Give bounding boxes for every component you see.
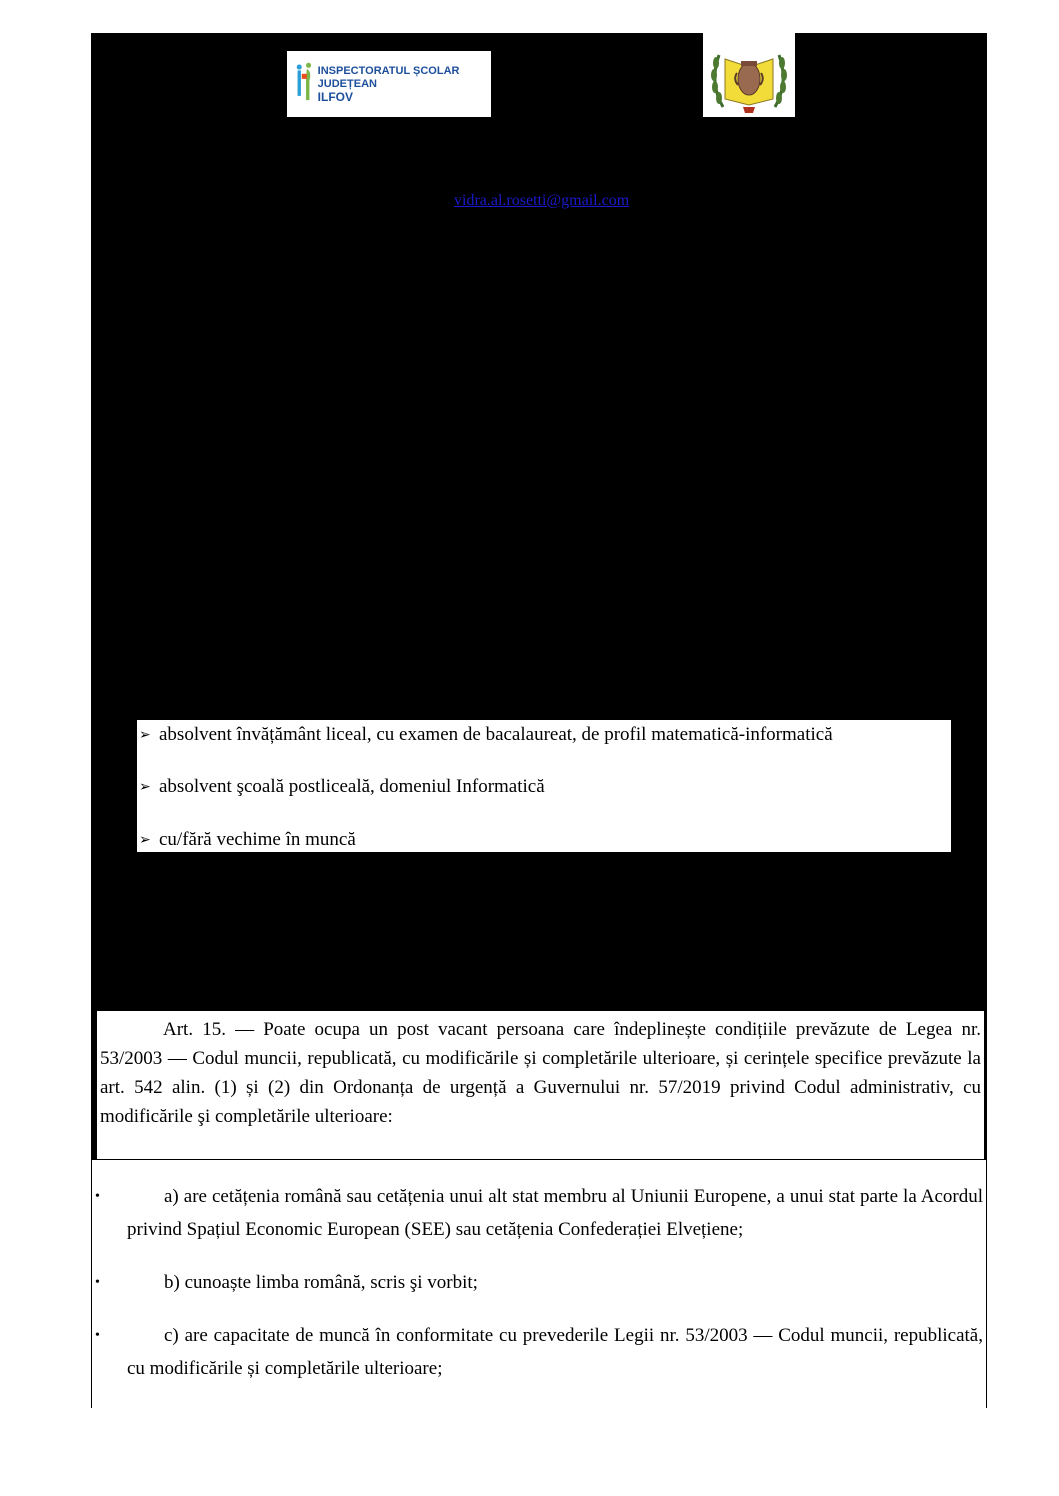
condition-text: b) cunoaște limba română, scris şi vorbit; <box>164 1272 478 1293</box>
isj-logo-line2: ILFOV <box>317 89 354 104</box>
isj-logo-line1: INSPECTORATUL ȘCOLAR JUDEȚEAN <box>317 64 460 90</box>
arrow-bullet-icon: ➢ <box>139 779 151 795</box>
isj-figures-icon <box>295 58 314 110</box>
article-text: Art. 15. — Poate ocupa un post vacant persoana care îndeplinește condițiile prevăzute de Legea nr. 53/2003 — Codul muncii, republicată, cu modificările și completările ulterioare, și cerințele specifice prevăzute la art. 542 alin. (1) și (2) din Ordonanța de urgență a Guvernului nr. 57/2019 privind Codul administrativ, cu modificările şi completările ulterioare: <box>100 1019 981 1127</box>
bullet-icon: • <box>95 1328 100 1343</box>
requirements-list <box>137 720 951 852</box>
requirement-text: absolvent şcoală postliceală, domeniul Informatică <box>159 776 545 797</box>
condition-item <box>95 1319 983 1385</box>
requirement-item <box>139 724 833 746</box>
condition-text: c) are capacitate de muncă în conformitate cu prevederile Legii nr. 53/2003 — Codul muncii, republicată, cu modificările și completările ulterioare; <box>127 1325 983 1379</box>
arrow-bullet-icon: ➢ <box>139 727 151 743</box>
school-crest-icon <box>703 33 795 117</box>
contact-email-link[interactable]: vidra.al.rosetti@gmail.com <box>454 192 630 209</box>
condition-item <box>95 1180 983 1246</box>
bullet-icon: • <box>95 1275 100 1290</box>
requirement-item <box>139 829 356 851</box>
page-border-right <box>986 1160 987 1408</box>
bullet-icon: • <box>95 1189 100 1204</box>
page-border-left <box>91 1160 92 1408</box>
condition-text: a) are cetățenia română sau cetățenia unui alt stat membru al Uniunii Europene, a unui stat parte la Acordul privind Spațiul Economic European (SEE) sau cetățenia Confederației Elvețiene; <box>127 1186 983 1240</box>
requirement-text: absolvent învățământ liceal, cu examen de bacalaureat, de profil matematică-informatică <box>159 724 833 745</box>
article-box <box>97 1011 984 1159</box>
requirement-item <box>139 776 545 798</box>
condition-item <box>95 1266 983 1299</box>
arrow-bullet-icon: ➢ <box>139 832 151 848</box>
school-crest-logo <box>703 33 795 117</box>
requirement-text: cu/fără vechime în muncă <box>159 829 356 850</box>
isj-ilfov-logo <box>287 51 491 117</box>
